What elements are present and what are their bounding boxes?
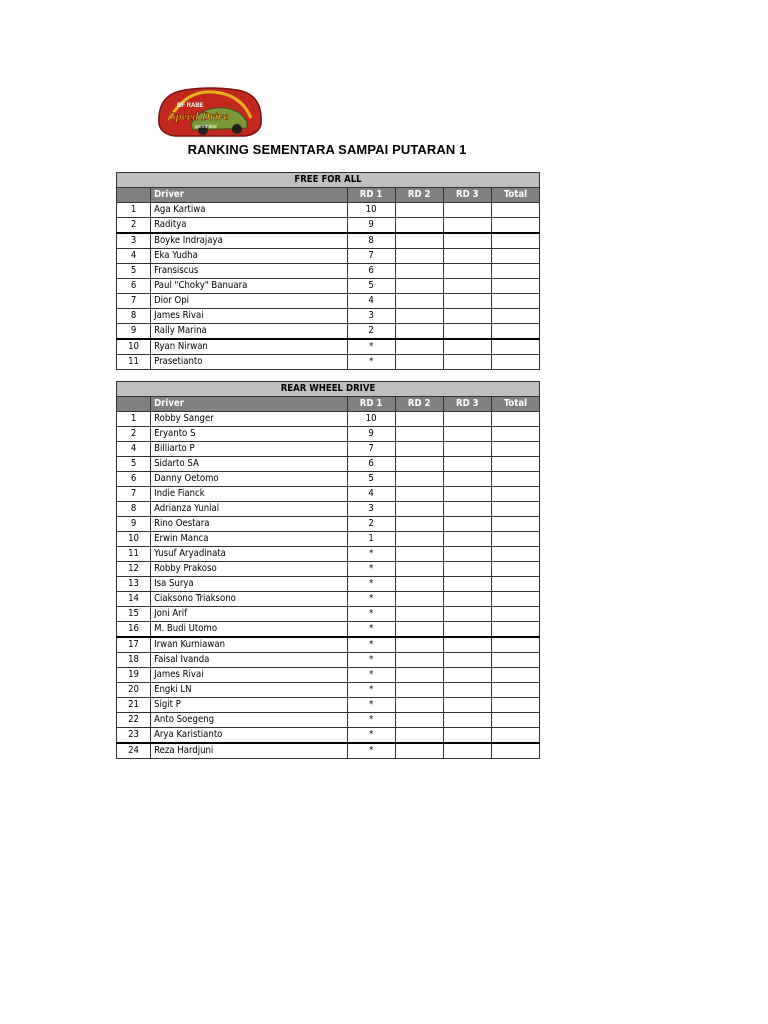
position-cell: 4 — [117, 442, 151, 457]
position-cell: 3 — [117, 233, 151, 249]
rd1-cell: 9 — [347, 427, 395, 442]
rd3-cell — [443, 309, 491, 324]
position-cell: 11 — [117, 547, 151, 562]
driver-cell: Adrianza Yunial — [151, 502, 347, 517]
rd2-cell — [395, 698, 443, 713]
rd3-cell — [443, 249, 491, 264]
rd2-cell — [395, 294, 443, 309]
driver-cell: Eka Yudha — [151, 249, 347, 264]
table-row — [117, 487, 540, 502]
rd3-cell — [443, 472, 491, 487]
table-row — [117, 713, 540, 728]
total-cell — [491, 728, 539, 744]
rd2-cell — [395, 683, 443, 698]
position-cell: 14 — [117, 592, 151, 607]
driver-cell: Billiarto P — [151, 442, 347, 457]
rd1-cell: * — [347, 355, 395, 370]
rd2-cell — [395, 427, 443, 442]
rd2-cell — [395, 487, 443, 502]
rd3-cell — [443, 339, 491, 355]
table-row — [117, 249, 540, 264]
rd1-cell: 3 — [347, 309, 395, 324]
total-cell — [491, 294, 539, 309]
table-row — [117, 517, 540, 532]
rd2-cell — [395, 355, 443, 370]
driver-cell: Raditya — [151, 218, 347, 234]
driver-cell: Arya Karistianto — [151, 728, 347, 744]
rd2-cell — [395, 713, 443, 728]
rd1-cell: * — [347, 713, 395, 728]
rd1-cell: 10 — [347, 203, 395, 218]
driver-cell: Reza Hardjuni — [151, 743, 347, 759]
rd1-cell: * — [347, 698, 395, 713]
rd1-cell: * — [347, 607, 395, 622]
table-row — [117, 294, 540, 309]
rd1-cell: * — [347, 577, 395, 592]
rd2-cell — [395, 622, 443, 638]
total-cell — [491, 607, 539, 622]
position-cell: 9 — [117, 324, 151, 340]
rd3-cell — [443, 532, 491, 547]
rd3-cell — [443, 622, 491, 638]
position-cell: 19 — [117, 668, 151, 683]
rd3-cell — [443, 577, 491, 592]
driver-cell: Boyke Indrajaya — [151, 233, 347, 249]
rd2-cell — [395, 517, 443, 532]
driver-cell: Rally Marina — [151, 324, 347, 340]
position-cell: 2 — [117, 218, 151, 234]
rd2-cell — [395, 607, 443, 622]
position-cell: 20 — [117, 683, 151, 698]
total-cell — [491, 547, 539, 562]
position-cell: 18 — [117, 653, 151, 668]
rd3-cell — [443, 547, 491, 562]
rd3-cell — [443, 713, 491, 728]
total-cell — [491, 233, 539, 249]
table-row — [117, 309, 540, 324]
total-cell — [491, 264, 539, 279]
rd2-cell — [395, 653, 443, 668]
position-cell: 1 — [117, 412, 151, 427]
column-header-total: Total — [491, 188, 539, 203]
rd2-cell — [395, 457, 443, 472]
position-cell: 5 — [117, 457, 151, 472]
rd2-cell — [395, 279, 443, 294]
total-cell — [491, 203, 539, 218]
column-header-rd1: RD 1 — [347, 397, 395, 412]
rd3-cell — [443, 607, 491, 622]
table-row — [117, 562, 540, 577]
table-row — [117, 203, 540, 218]
position-cell: 24 — [117, 743, 151, 759]
total-cell — [491, 249, 539, 264]
total-cell — [491, 517, 539, 532]
total-cell — [491, 279, 539, 294]
table-row — [117, 502, 540, 517]
column-header-pos — [117, 397, 151, 412]
total-cell — [491, 622, 539, 638]
total-cell — [491, 427, 539, 442]
driver-cell: Erwin Manca — [151, 532, 347, 547]
table-title: FREE FOR ALL — [117, 173, 540, 188]
total-cell — [491, 309, 539, 324]
rear-wheel-drive-table — [116, 381, 540, 759]
position-cell: 8 — [117, 309, 151, 324]
rd2-cell — [395, 592, 443, 607]
table-row — [117, 577, 540, 592]
position-cell: 21 — [117, 698, 151, 713]
rd3-cell — [443, 294, 491, 309]
position-cell: 6 — [117, 472, 151, 487]
total-cell — [491, 592, 539, 607]
rd3-cell — [443, 218, 491, 234]
position-cell: 7 — [117, 294, 151, 309]
table-row — [117, 339, 540, 355]
total-cell — [491, 442, 539, 457]
position-cell: 5 — [117, 264, 151, 279]
rd3-cell — [443, 412, 491, 427]
position-cell: 22 — [117, 713, 151, 728]
rd3-cell — [443, 728, 491, 744]
position-cell: 7 — [117, 487, 151, 502]
column-header-rd3: RD 3 — [443, 188, 491, 203]
driver-cell: James Rivai — [151, 668, 347, 683]
rd2-cell — [395, 412, 443, 427]
rd1-cell: * — [347, 562, 395, 577]
rd1-cell: 9 — [347, 218, 395, 234]
driver-cell: Robby Sanger — [151, 412, 347, 427]
position-cell: 6 — [117, 279, 151, 294]
rd2-cell — [395, 562, 443, 577]
driver-cell: Eryanto S — [151, 427, 347, 442]
rd2-cell — [395, 249, 443, 264]
table-row — [117, 442, 540, 457]
table-row — [117, 622, 540, 638]
total-cell — [491, 532, 539, 547]
rd2-cell — [395, 339, 443, 355]
rd3-cell — [443, 324, 491, 340]
rd1-cell: * — [347, 653, 395, 668]
rd1-cell: 2 — [347, 324, 395, 340]
table-row — [117, 592, 540, 607]
rd1-cell: 4 — [347, 487, 395, 502]
column-header-rd2: RD 2 — [395, 188, 443, 203]
driver-cell: Indie Fianck — [151, 487, 347, 502]
position-cell: 23 — [117, 728, 151, 744]
rd3-cell — [443, 517, 491, 532]
rd1-cell: * — [347, 668, 395, 683]
rd2-cell — [395, 532, 443, 547]
rd3-cell — [443, 355, 491, 370]
rd2-cell — [395, 728, 443, 744]
rd1-cell: 7 — [347, 249, 395, 264]
position-cell: 2 — [117, 427, 151, 442]
driver-cell: Anto Soegeng — [151, 713, 347, 728]
driver-cell: Ciaksono Triaksono — [151, 592, 347, 607]
total-cell — [491, 324, 539, 340]
rd2-cell — [395, 547, 443, 562]
total-cell — [491, 668, 539, 683]
rd3-cell — [443, 698, 491, 713]
rd3-cell — [443, 743, 491, 759]
rd3-cell — [443, 683, 491, 698]
position-cell: 17 — [117, 637, 151, 653]
rd1-cell: * — [347, 637, 395, 653]
driver-cell: Fransiscus — [151, 264, 347, 279]
table-row — [117, 355, 540, 370]
rd2-cell — [395, 502, 443, 517]
total-cell — [491, 355, 539, 370]
table-row — [117, 698, 540, 713]
column-header-rd3: RD 3 — [443, 397, 491, 412]
total-cell — [491, 218, 539, 234]
driver-cell: Rino Oestara — [151, 517, 347, 532]
driver-cell: Isa Surya — [151, 577, 347, 592]
total-cell — [491, 457, 539, 472]
total-cell — [491, 562, 539, 577]
table-row — [117, 233, 540, 249]
driver-cell: Danny Oetomo — [151, 472, 347, 487]
rd2-cell — [395, 668, 443, 683]
table-row — [117, 653, 540, 668]
rd3-cell — [443, 233, 491, 249]
total-cell — [491, 713, 539, 728]
table-row — [117, 279, 540, 294]
total-cell — [491, 637, 539, 653]
logo-main-text: Speed Drive — [169, 109, 229, 123]
table-row — [117, 728, 540, 744]
rd2-cell — [395, 743, 443, 759]
position-cell: 1 — [117, 203, 151, 218]
table-row — [117, 637, 540, 653]
position-cell: 11 — [117, 355, 151, 370]
rd3-cell — [443, 562, 491, 577]
speed-drive-logo — [155, 84, 265, 140]
rd1-cell: 3 — [347, 502, 395, 517]
rd2-cell — [395, 233, 443, 249]
free-for-all-table — [116, 172, 540, 370]
position-cell: 15 — [117, 607, 151, 622]
position-cell: 12 — [117, 562, 151, 577]
rd1-cell: 4 — [347, 294, 395, 309]
table-title: REAR WHEEL DRIVE — [117, 382, 540, 397]
rd2-cell — [395, 309, 443, 324]
driver-cell: Robby Prakoso — [151, 562, 347, 577]
total-cell — [491, 339, 539, 355]
table-row — [117, 668, 540, 683]
table-row — [117, 743, 540, 759]
table-row — [117, 683, 540, 698]
rd1-cell: * — [347, 547, 395, 562]
total-cell — [491, 577, 539, 592]
total-cell — [491, 472, 539, 487]
table-row — [117, 427, 540, 442]
driver-cell: Ryan Nirwan — [151, 339, 347, 355]
rd2-cell — [395, 203, 443, 218]
rd1-cell: 10 — [347, 412, 395, 427]
rd1-cell: * — [347, 743, 395, 759]
column-header-rd2: RD 2 — [395, 397, 443, 412]
rd1-cell: * — [347, 622, 395, 638]
rd1-cell: 2 — [347, 517, 395, 532]
column-header-pos — [117, 188, 151, 203]
driver-cell: Engki LN — [151, 683, 347, 698]
rd2-cell — [395, 264, 443, 279]
total-cell — [491, 653, 539, 668]
rd3-cell — [443, 203, 491, 218]
rd1-cell: * — [347, 728, 395, 744]
rd2-cell — [395, 218, 443, 234]
rd3-cell — [443, 487, 491, 502]
table-row — [117, 607, 540, 622]
total-cell — [491, 698, 539, 713]
position-cell: 4 — [117, 249, 151, 264]
column-header-driver: Driver — [151, 188, 347, 203]
driver-cell: Joni Arif — [151, 607, 347, 622]
total-cell — [491, 683, 539, 698]
driver-cell: M. Budi Utomo — [151, 622, 347, 638]
logo-sub-text: sprint test — [195, 124, 217, 130]
table-row — [117, 264, 540, 279]
rd1-cell: 6 — [347, 457, 395, 472]
table-row — [117, 218, 540, 234]
table-row — [117, 457, 540, 472]
position-cell: 10 — [117, 532, 151, 547]
logo-top-text: BF RABE — [177, 103, 204, 109]
rd1-cell: 5 — [347, 472, 395, 487]
column-header-driver: Driver — [151, 397, 347, 412]
total-cell — [491, 743, 539, 759]
column-header-total: Total — [491, 397, 539, 412]
rd2-cell — [395, 324, 443, 340]
rd2-cell — [395, 442, 443, 457]
driver-cell: Aga Kartiwa — [151, 203, 347, 218]
driver-cell: Irwan Kurniawan — [151, 637, 347, 653]
total-cell — [491, 487, 539, 502]
rd3-cell — [443, 457, 491, 472]
rd3-cell — [443, 592, 491, 607]
driver-cell: Sidarto SA — [151, 457, 347, 472]
driver-cell: Sigit P — [151, 698, 347, 713]
table-row — [117, 472, 540, 487]
rd3-cell — [443, 502, 491, 517]
driver-cell: Dior Opi — [151, 294, 347, 309]
table-row — [117, 547, 540, 562]
rd3-cell — [443, 279, 491, 294]
rd1-cell: * — [347, 339, 395, 355]
rd3-cell — [443, 442, 491, 457]
column-header-rd1: RD 1 — [347, 188, 395, 203]
rd3-cell — [443, 637, 491, 653]
position-cell: 8 — [117, 502, 151, 517]
position-cell: 16 — [117, 622, 151, 638]
rd1-cell: * — [347, 683, 395, 698]
rd2-cell — [395, 637, 443, 653]
rd3-cell — [443, 264, 491, 279]
rd1-cell: * — [347, 592, 395, 607]
table-row — [117, 324, 540, 340]
page-title: RANKING SEMENTARA SAMPAI PUTARAN 1 — [187, 142, 467, 157]
driver-cell: James Rivai — [151, 309, 347, 324]
rd2-cell — [395, 577, 443, 592]
driver-cell: Yusuf Aryadinata — [151, 547, 347, 562]
table-row — [117, 412, 540, 427]
total-cell — [491, 412, 539, 427]
position-cell: 9 — [117, 517, 151, 532]
rd3-cell — [443, 427, 491, 442]
driver-cell: Paul "Choky" Banuara — [151, 279, 347, 294]
rd1-cell: 8 — [347, 233, 395, 249]
rd3-cell — [443, 653, 491, 668]
driver-cell: Faisal Ivanda — [151, 653, 347, 668]
total-cell — [491, 502, 539, 517]
rd3-cell — [443, 668, 491, 683]
rd1-cell: 6 — [347, 264, 395, 279]
position-cell: 10 — [117, 339, 151, 355]
rd1-cell: 7 — [347, 442, 395, 457]
table-row — [117, 532, 540, 547]
rd1-cell: 1 — [347, 532, 395, 547]
rd2-cell — [395, 472, 443, 487]
position-cell: 13 — [117, 577, 151, 592]
driver-cell: Prasetianto — [151, 355, 347, 370]
rd1-cell: 5 — [347, 279, 395, 294]
